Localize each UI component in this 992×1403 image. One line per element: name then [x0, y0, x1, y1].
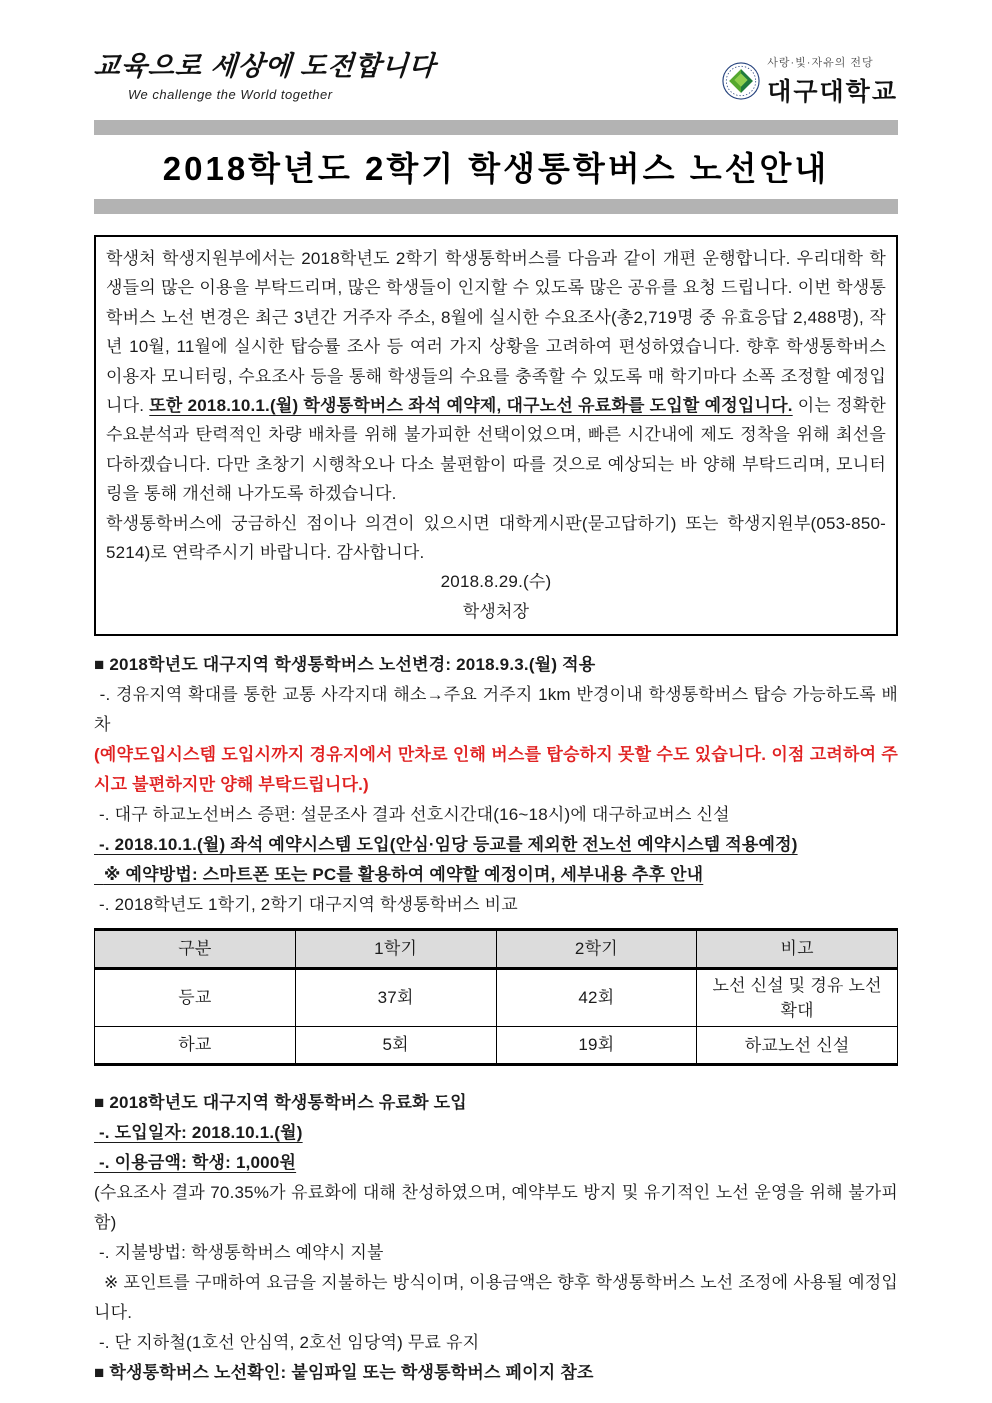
fee-item-payment: -. 지불방법: 학생통학버스 예약시 지불 [94, 1243, 384, 1263]
cell-category: 하교 [95, 1027, 296, 1065]
university-emblem-icon [722, 62, 760, 100]
section-fee-heading: ■ 2018학년도 대구지역 학생통학버스 유료화 도입 [94, 1093, 467, 1113]
table-header-row [95, 930, 898, 969]
notice-text-2: 이는 정확한 수요분석과 탄력적인 차량 배차를 위해 불가피한 선택이었으며, 빠른 시간내에 제도 정착을 위해 최선을 다하겠습니다. 다만 초창기 시행착오나 다소 불편함이 따를 것으로 예상되는 바 양해 부탁드리며, 모니터링을 통해 개선해 나가도록 하겠습니다. [106, 396, 887, 504]
notice-text-1: 학생처 학생지원부에서는 2018학년도 2학기 학생통학버스를 다음과 같이 개편 운행합니다. 우리대학 학생들의 많은 이용을 부탁드리며, 많은 학생들이 인지할 수 있도록 많은 공유를 요청 드립니다. 이번 학생통학버스 노선 변경은 최근 3년간 거주자 주소, 8월에 실시한 수요조사(총2,719명 중 유효응답 2,488명), 작년 10월, 11월에 실시한 탑승률 조사 등 여러 가지 상황을 고려하여 편성하였습니다. 향후 학생통학버스 이용자 모니터링, 수요조사 등을 통해 학생들의 수요를 충족할 수 있도록 매 학기마다 소폭 조정할 예정입니다. [106, 249, 886, 416]
table-row [95, 969, 898, 1027]
section-route-check [94, 1358, 898, 1388]
notice-paragraph-2: 학생통학버스에 궁금하신 점이나 의견이 있으시면 대학게시판(묻고답하기) 또는 학생지원부(053-850-5214)로 연락주시기 바랍니다. 감사합니다. [106, 513, 886, 563]
fee-note-point: ※ 포인트를 구매하여 요금을 지불하는 방식이며, 이용금액은 향후 학생통학버스 노선 조정에 사용될 예정입니다. [94, 1273, 898, 1323]
slogan-korean: 교육으로 세상에 도전합니다 [92, 51, 437, 81]
route-item-coverage: -. 경유지역 확대를 통한 교통 사각지대 해소→주요 거주지 1km 반경이내 학생통학버스 탑승 가능하도록 배차 [94, 685, 898, 735]
route-warning-text: (예약도입시스템 도입시까지 경유지에서 만차로 인해 버스를 탑승하지 못할 수도 있습니다. 이점 고려하여 주시고 불편하지만 양해 부탁드립니다.) [94, 745, 898, 795]
route-item-return-bus: -. 대구 하교노선버스 증편: 설문조사 결과 선호시간대(16~18시)에 대구하교버스 신설 [94, 805, 730, 825]
compare-table [94, 928, 898, 1066]
slogan-block [94, 44, 436, 102]
title-bottom-bar [94, 199, 898, 214]
notice-signer: 학생처장 [462, 601, 530, 621]
university-logo [722, 54, 898, 108]
route-item-reservation: -. 2018.10.1.(월) 좌석 예약시스템 도입(안심·임당 등교를 제외한 전노선 예약시스템 적용예정) [94, 835, 798, 855]
section-check-heading: ■ 학생통학버스 노선확인: 붙임파일 또는 학생통학버스 페이지 참조 [94, 1363, 594, 1383]
notice-box [94, 235, 898, 636]
notice-emphasis: 또한 2018.10.1.(월) 학생통학버스 좌석 예약제, 대구노선 유료화를 도입할 예정입니다. [149, 396, 793, 416]
university-name: 대구대학교 [767, 78, 898, 106]
masthead [94, 44, 898, 116]
title-top-bar [94, 120, 898, 135]
cell-sem2: 19회 [496, 1027, 697, 1065]
section-route-heading: ■ 2018학년도 대구지역 학생통학버스 노선변경: 2018.9.3.(월) 적용 [94, 655, 596, 675]
table-row [95, 1027, 898, 1065]
section-route-change [94, 650, 898, 1066]
fee-item-subway: -. 단 지하철(1호선 안심역, 2호선 임당역) 무료 유지 [94, 1333, 480, 1353]
notice-paragraph-1 [106, 244, 886, 509]
route-item-compare: -. 2018학년도 1학기, 2학기 대구지역 학생통학버스 비교 [94, 895, 518, 915]
fee-item-date: -. 도입일자: 2018.10.1.(월) [94, 1123, 303, 1143]
cell-remark: 하교노선 신설 [697, 1027, 898, 1065]
col-header-remark: 비고 [697, 930, 898, 969]
university-motto: 사랑·빛·자유의 전당 [767, 57, 874, 69]
cell-sem2: 42회 [496, 969, 697, 1027]
cell-remark: 노선 신설 및 경유 노선 확대 [697, 969, 898, 1027]
title-block [94, 120, 898, 214]
cell-sem1: 5회 [295, 1027, 496, 1065]
cell-category: 등교 [95, 969, 296, 1027]
page-title: 2018학년도 2학기 학생통학버스 노선안내 [162, 150, 830, 187]
university-name-block [767, 54, 898, 108]
col-header-sem2: 2학기 [496, 930, 697, 969]
fee-item-price: -. 이용금액: 학생: 1,000원 [94, 1153, 297, 1173]
col-header-sem1: 1학기 [295, 930, 496, 969]
fee-note-survey: (수요조사 결과 70.35%가 유료화에 대해 찬성하였으며, 예약부도 방지 및 유기적인 노선 운영을 위해 불가피함) [94, 1183, 898, 1233]
col-header-category: 구분 [95, 930, 296, 969]
route-item-reservation-note: ※ 예약방법: 스마트폰 또는 PC를 활용하여 예약할 예정이며, 세부내용 추후 안내 [94, 865, 704, 885]
notice-date: 2018.8.29.(수) [440, 572, 552, 592]
section-fee [94, 1088, 898, 1358]
slogan-english: We challenge the World together [128, 87, 333, 102]
cell-sem1: 37회 [295, 969, 496, 1027]
